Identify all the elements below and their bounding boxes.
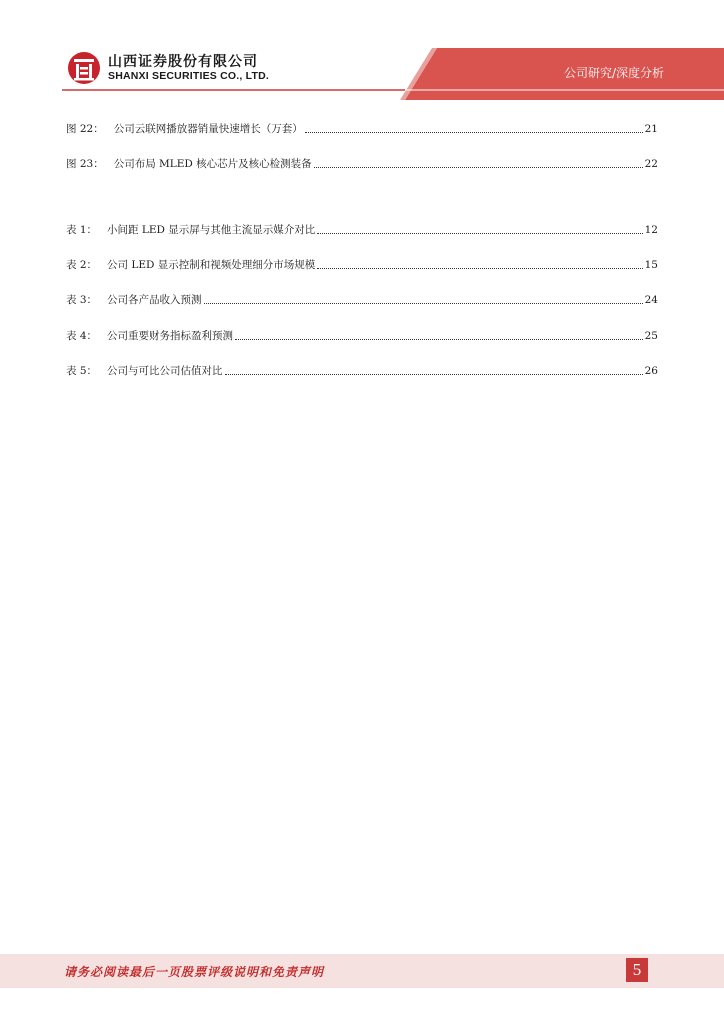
toc-leader-dots bbox=[317, 232, 642, 234]
toc-entry-table-1[interactable] bbox=[66, 221, 658, 237]
toc-entry-figure-22[interactable] bbox=[66, 120, 658, 136]
company-logo-icon bbox=[67, 51, 101, 85]
toc-number: 表 5： bbox=[66, 365, 98, 377]
company-name-cn: 山西证券股份有限公司 bbox=[108, 54, 258, 70]
toc-page-number: 12 bbox=[644, 224, 658, 236]
toc-leader-dots bbox=[235, 338, 643, 340]
toc-entry-table-5[interactable] bbox=[66, 362, 658, 378]
toc-title: 公司与可比公司估值对比 bbox=[107, 365, 223, 377]
header-banner bbox=[0, 0, 724, 100]
toc-entry-table-2[interactable] bbox=[66, 256, 658, 272]
toc-entry-figure-23[interactable] bbox=[66, 155, 658, 171]
toc-number: 表 2： bbox=[66, 259, 98, 271]
toc-number: 表 4： bbox=[66, 330, 98, 342]
company-name-en: SHANXI SECURITIES CO., LTD. bbox=[108, 70, 269, 82]
toc-leader-dots bbox=[305, 131, 643, 133]
footer-disclaimer: 请务必阅读最后一页股票评级说明和免责声明 bbox=[64, 965, 325, 979]
toc-page-number: 24 bbox=[644, 294, 658, 306]
toc-title: 小间距 LED 显示屏与其他主流显示媒介对比 bbox=[107, 224, 316, 236]
section-label: 公司研究/深度分析 bbox=[563, 66, 664, 80]
toc-leader-dots bbox=[225, 373, 643, 375]
toc-title: 公司 LED 显示控制和视频处理细分市场规模 bbox=[107, 259, 316, 271]
toc-leader-dots bbox=[317, 267, 642, 269]
toc-page-number: 15 bbox=[644, 259, 658, 271]
toc-title: 公司重要财务指标盈利预测 bbox=[107, 330, 234, 342]
toc-page-number: 25 bbox=[644, 330, 658, 342]
toc-title: 公司云联网播放器销量快速增长（万套） bbox=[113, 123, 303, 135]
toc-leader-dots bbox=[314, 166, 643, 168]
toc-entry-table-3[interactable] bbox=[66, 291, 658, 307]
toc-number: 表 1： bbox=[66, 224, 98, 236]
page-header bbox=[0, 0, 724, 100]
toc-title: 公司各产品收入预测 bbox=[107, 294, 202, 306]
toc-page-number: 26 bbox=[644, 365, 658, 377]
page-number: 5 bbox=[626, 958, 648, 982]
toc-page-number: 22 bbox=[644, 158, 658, 170]
toc-number: 表 3： bbox=[66, 294, 98, 306]
toc-number: 图 23： bbox=[66, 158, 104, 170]
toc-title: 公司布局 MLED 核心芯片及核心检测装备 bbox=[113, 158, 312, 170]
toc-entry-table-4[interactable] bbox=[66, 327, 658, 343]
toc-number: 图 22： bbox=[66, 123, 104, 135]
toc-leader-dots bbox=[204, 302, 643, 304]
toc-page-number: 21 bbox=[644, 123, 658, 135]
